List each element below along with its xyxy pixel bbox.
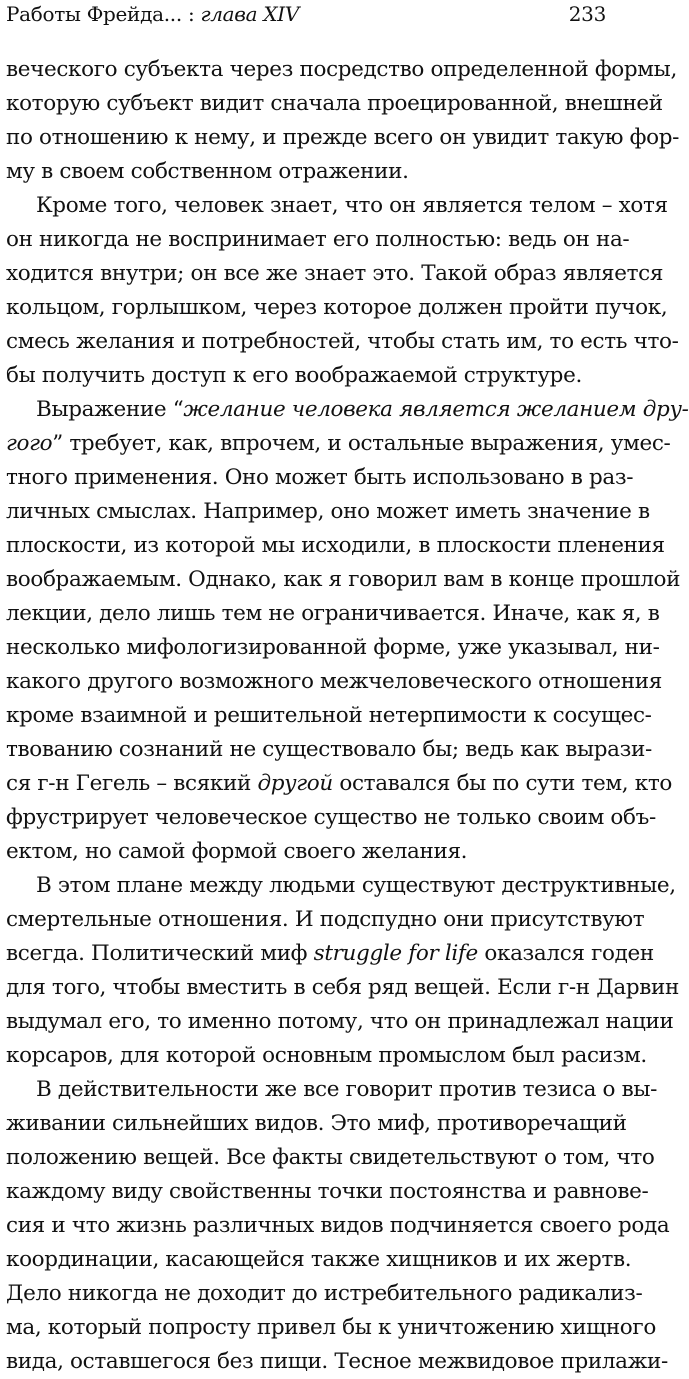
text-line bbox=[6, 1243, 632, 1277]
text-segment: по отношению к нему, и прежде всего он увидит такую фор- bbox=[6, 125, 680, 150]
text-segment: несколько мифологизированной форме, уже указывал, ни- bbox=[6, 635, 660, 660]
text-segment: ся г-н Гегель – всякий bbox=[6, 771, 258, 796]
text-line bbox=[6, 1107, 627, 1141]
text-segment: ма, который попросту привел бы к уничтожению хищного bbox=[6, 1315, 656, 1340]
text-segment: положению вещей. Все факты свидетельствуют о том, что bbox=[6, 1145, 655, 1170]
text-segment: личных смыслах. Например, оно может иметь значение в bbox=[6, 499, 650, 524]
text-line bbox=[6, 427, 671, 461]
text-segment: координации, касающейся также хищников и их жертв. bbox=[6, 1247, 632, 1272]
text-segment: воображаемым. Однако, как я говорил вам в конце прошлой bbox=[6, 567, 681, 592]
text-segment: В этом плане между людьми существуют деструктивные, bbox=[36, 873, 676, 898]
text-line bbox=[6, 869, 676, 903]
text-segment: плоскости, из которой мы исходили, в плоскости пленения bbox=[6, 533, 665, 558]
text-segment: тного применения. Оно может быть использовано в раз- bbox=[6, 465, 634, 490]
text-segment: каждому виду свойственны точки постоянства и равнове- bbox=[6, 1179, 649, 1204]
text-line bbox=[6, 767, 672, 801]
text-segment: бы получить доступ к его воображаемой структуре. bbox=[6, 363, 582, 388]
text-segment: которую субъект видит сначала проецированной, внешней bbox=[6, 91, 663, 116]
text-line bbox=[6, 495, 650, 529]
text-segment: ектом, но самой формой своего желания. bbox=[6, 839, 468, 864]
italic-segment: struggle for life bbox=[313, 941, 478, 966]
text-line bbox=[6, 1175, 649, 1209]
text-line bbox=[6, 53, 677, 87]
italic-segment: желание человека является желанием дру- bbox=[183, 397, 689, 422]
text-line bbox=[6, 835, 614, 869]
text-segment: кроме взаимной и решительной нетерпимости к сосущес- bbox=[6, 703, 652, 728]
text-line bbox=[6, 155, 614, 189]
text-line bbox=[6, 1209, 670, 1243]
text-line bbox=[6, 87, 663, 121]
chapter-label: глава XIV bbox=[200, 2, 300, 26]
italic-segment: другой bbox=[257, 771, 333, 796]
text-line bbox=[6, 971, 679, 1005]
header-title bbox=[6, 2, 299, 26]
text-segment: му в своем собственном отражении. bbox=[6, 159, 409, 184]
text-segment: Дело никогда не доходит до истребительного радикализ- bbox=[6, 1281, 643, 1306]
running-header bbox=[6, 0, 614, 40]
text-segment: живании сильнейших видов. Это миф, противоречащий bbox=[6, 1111, 627, 1136]
text-segment: фрустрирует человеческое существо не только своим объ- bbox=[6, 805, 656, 830]
text-line bbox=[6, 665, 662, 699]
text-line bbox=[6, 359, 614, 393]
text-line bbox=[6, 903, 645, 937]
text-line bbox=[6, 597, 660, 631]
text-line bbox=[6, 733, 652, 767]
text-line bbox=[6, 1005, 674, 1039]
body-text bbox=[6, 40, 689, 1379]
text-segment: Выражение “ bbox=[36, 397, 184, 422]
text-segment: смертельные отношения. И подспудно они присутствуют bbox=[6, 907, 645, 932]
text-line bbox=[6, 529, 665, 563]
text-segment: сия и что жизнь различных видов подчиняется своего рода bbox=[6, 1213, 670, 1238]
text-line bbox=[6, 1141, 655, 1175]
text-segment: кольцом, горлышком, через которое должен пройти пучок, bbox=[6, 295, 668, 320]
text-segment: оставался бы по сути тем, кто bbox=[332, 771, 672, 796]
text-line bbox=[6, 699, 652, 733]
text-segment: какого другого возможного межчеловеческого отношения bbox=[6, 669, 662, 694]
text-line bbox=[6, 563, 681, 597]
text-line bbox=[6, 461, 634, 495]
text-line bbox=[6, 1311, 656, 1345]
text-segment: твованию сознаний не существовало бы; ведь как вырази- bbox=[6, 737, 652, 762]
text-segment: оказался годен bbox=[477, 941, 654, 966]
text-line bbox=[6, 937, 654, 971]
text-line bbox=[6, 1345, 668, 1379]
text-segment: веческого субъекта через посредство определенной формы, bbox=[6, 57, 677, 82]
text-line bbox=[6, 801, 656, 835]
text-line bbox=[6, 1073, 658, 1107]
text-segment: корсаров, для которой основным промыслом был расизм. bbox=[6, 1043, 647, 1068]
text-line bbox=[6, 189, 668, 223]
text-line bbox=[6, 257, 664, 291]
text-segment: ” требует, как, впрочем, и остальные выражения, умес- bbox=[52, 431, 671, 456]
text-line bbox=[6, 1277, 643, 1311]
text-line bbox=[6, 393, 689, 427]
page-number: 233 bbox=[568, 2, 606, 26]
text-segment: он никогда не воспринимает его полностью: ведь он на- bbox=[6, 227, 630, 252]
text-segment: для того, чтобы вместить в себя ряд вещей. Если г-н Дарвин bbox=[6, 975, 679, 1000]
text-line bbox=[6, 291, 668, 325]
text-segment: смесь желания и потребностей, чтобы стать им, то есть что- bbox=[6, 329, 679, 354]
text-segment: вида, оставшегося без пищи. Тесное межвидовое прилажи- bbox=[6, 1349, 668, 1374]
book-title: Работы Фрейда... : bbox=[6, 2, 201, 26]
text-segment: выдумал его, то именно потому, что он принадлежал нации bbox=[6, 1009, 674, 1034]
text-line bbox=[6, 631, 660, 665]
text-line bbox=[6, 1039, 647, 1073]
text-segment: Кроме того, человек знает, что он является телом – хотя bbox=[36, 193, 668, 218]
italic-segment: гого bbox=[6, 431, 53, 456]
text-segment: лекции, дело лишь тем не ограничивается. Иначе, как я, в bbox=[6, 601, 660, 626]
text-line bbox=[6, 223, 630, 257]
text-segment: ходится внутри; он все же знает это. Такой образ является bbox=[6, 261, 664, 286]
text-line bbox=[6, 121, 680, 155]
text-line bbox=[6, 325, 679, 359]
text-segment: В действительности же все говорит против тезиса о вы- bbox=[36, 1077, 658, 1102]
text-segment: всегда. Политический миф bbox=[6, 941, 314, 966]
